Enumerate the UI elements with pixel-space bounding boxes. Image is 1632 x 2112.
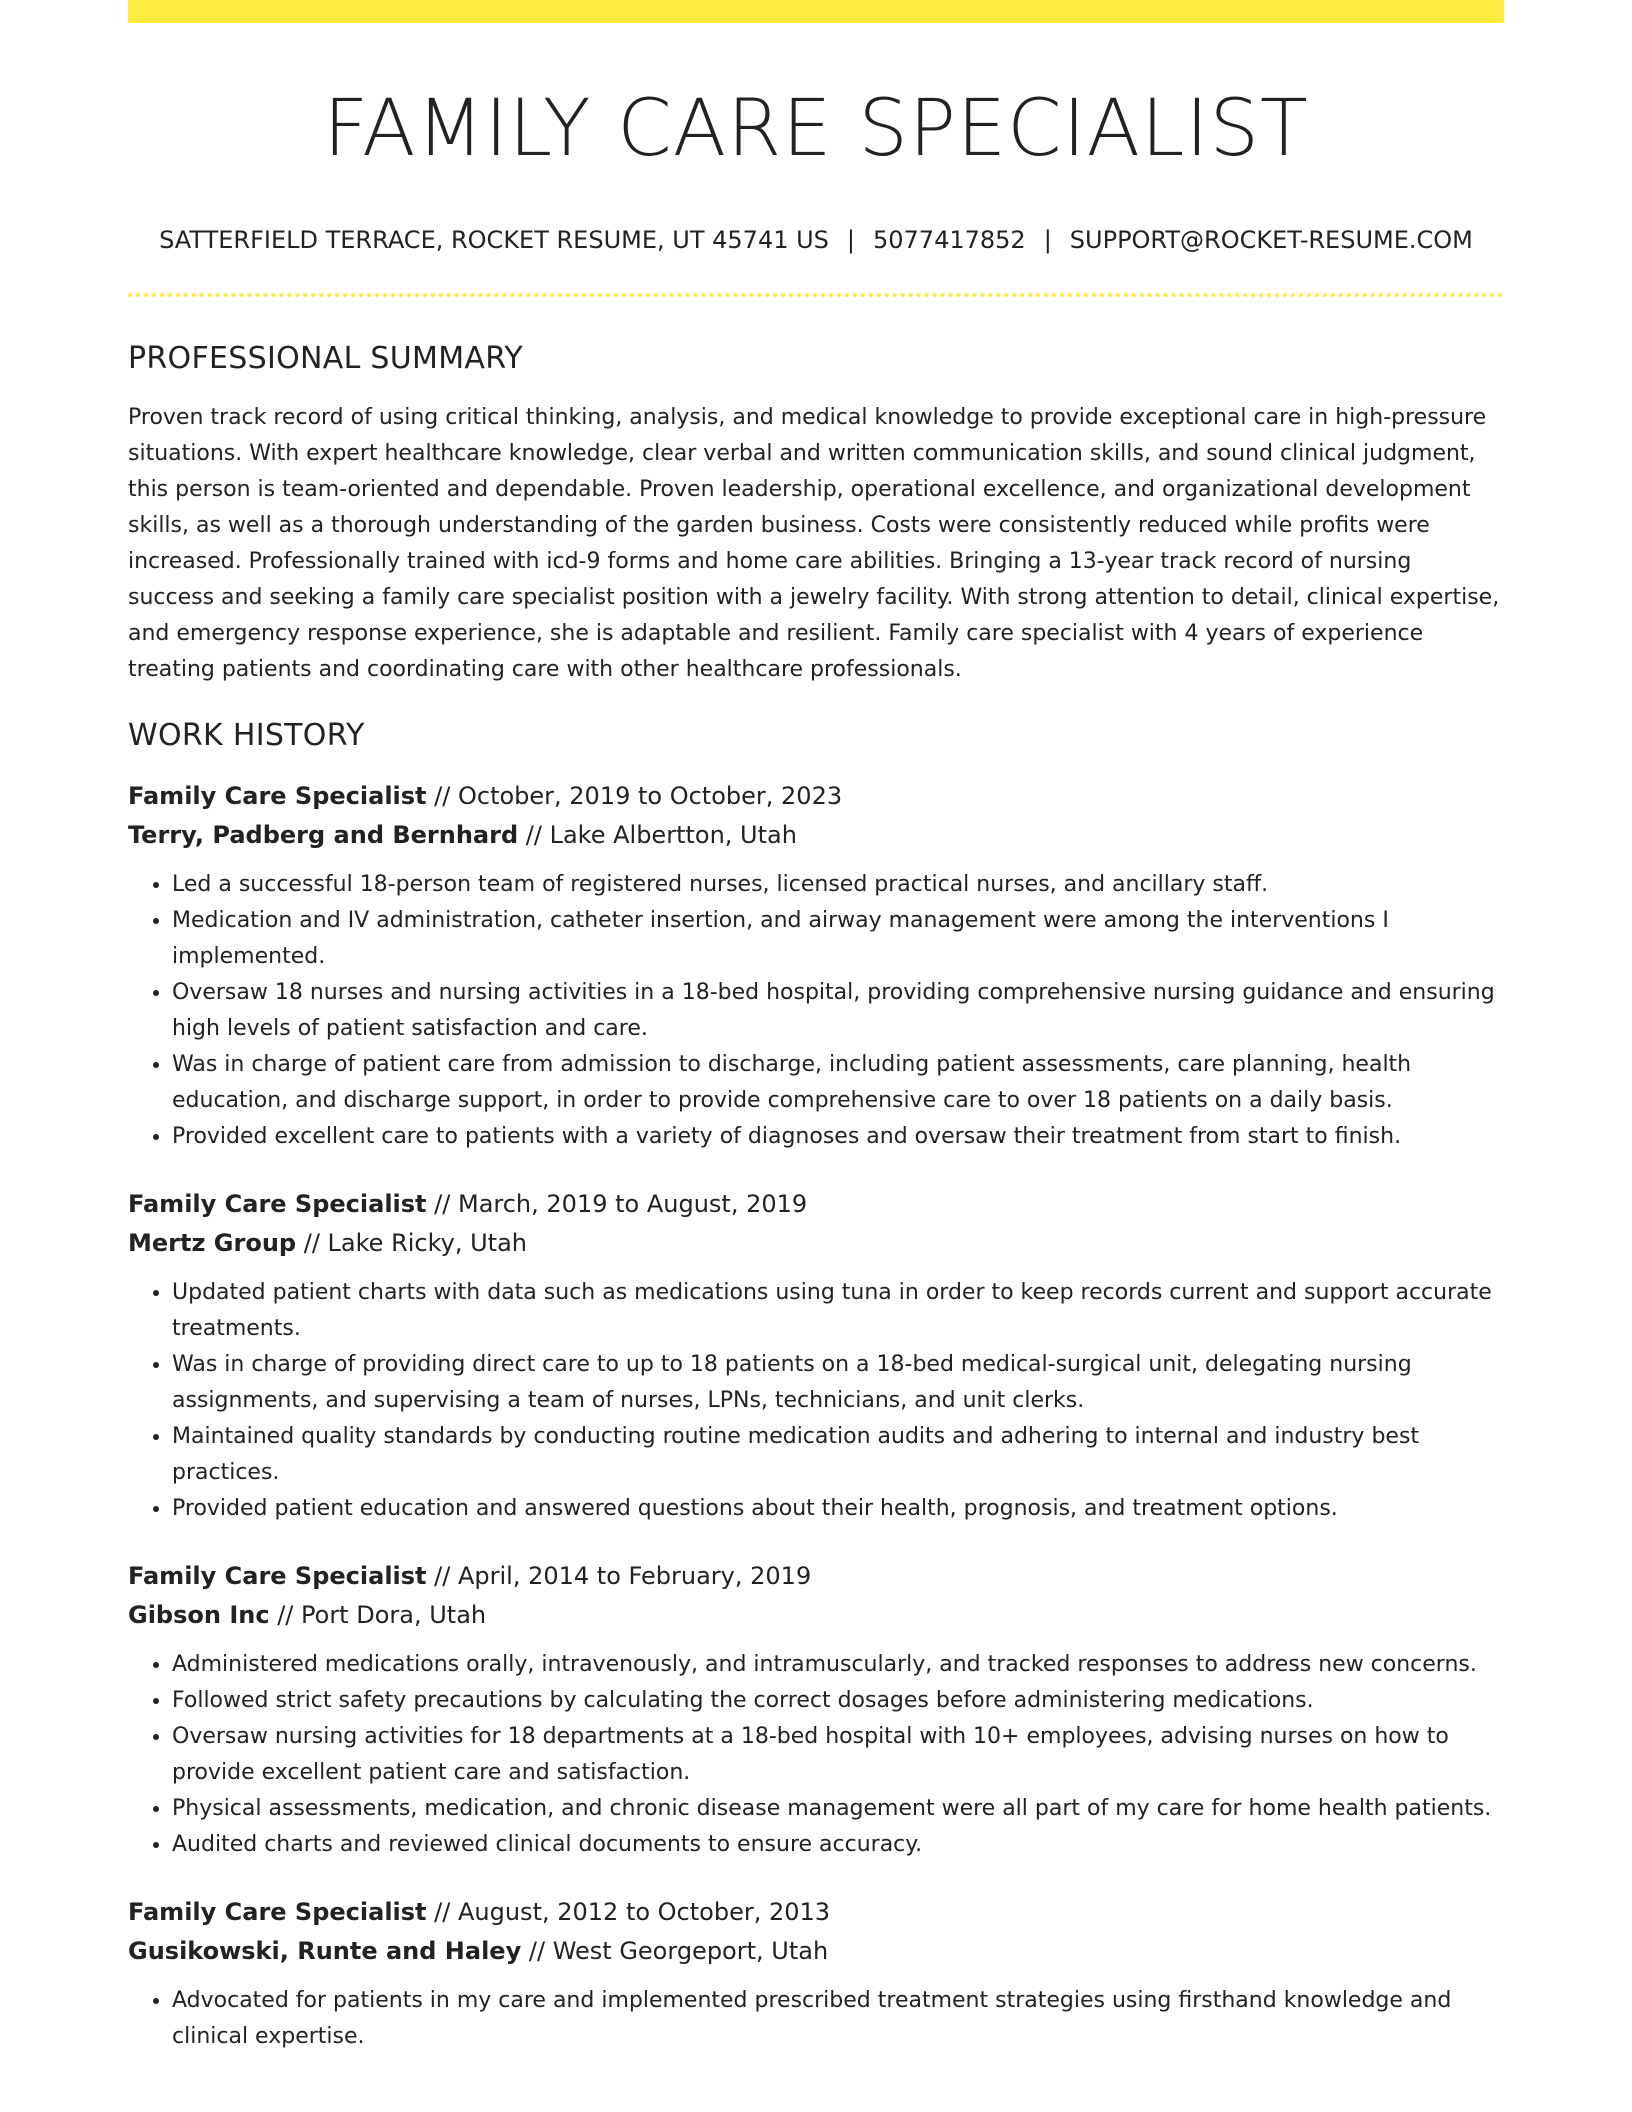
job-entry [128, 1185, 1504, 1527]
contact-separator: | [846, 225, 855, 254]
job-entry [128, 1557, 1504, 1863]
dotted-divider [128, 293, 1504, 297]
contact-phone: 5077417852 [873, 225, 1026, 254]
duty-item: • Medication and IV administration, catheter insertion, and airway management were among the interventions I implemented. [172, 903, 1504, 975]
summary-text: Proven track record of using critical thinking, analysis, and medical knowledge to provide exceptional care in high-pressure situations. With expert healthcare knowledge, clear verbal and written communication skills, and sound clinical judgment, this person is team-oriented and dependable. Proven leadership, operational excellence, and organizational development skills, as well as a thorough understanding of the garden business. Costs were consistently reduced while profits were increased. Professionally trained with icd-9 forms and home care abilities. Bringing a 13-year track record of nursing success and seeking a family care specialist position with a jewelry facility. With strong attention to detail, clinical expertise, and emergency response experience, she is adaptable and resilient. Family care specialist with 4 years of experience treating patients and coordinating care with other healthcare professionals. [128, 404, 1500, 682]
job-entry [128, 777, 1504, 1155]
job-title: Family Care Specialist [128, 1189, 427, 1218]
job-duties [128, 1647, 1504, 1863]
duty-item: • Physical assessments, medication, and chronic disease management were all part of my care for home health patients. [172, 1791, 1504, 1827]
job-title: Family Care Specialist [128, 1897, 427, 1926]
job-dates: October, 2019 to October, 2023 [457, 781, 843, 810]
job-separator: // [434, 781, 451, 810]
duty-item: • Updated patient charts with data such as medications using tuna in order to keep records current and support accurate treatments. [172, 1275, 1504, 1347]
resume-name: FAMILY CARE SPECIALIST [323, 84, 1309, 174]
work-history-heading: WORK HISTORY [128, 717, 365, 753]
duty-item: • Maintained quality standards by conducting routine medication audits and adhering to internal and industry best practices. [172, 1419, 1504, 1491]
duty-item: • Was in charge of providing direct care to up to 18 patients on a 18-bed medical-surgical unit, delegating nursing assignments, and supervising a team of nurses, LPNs, technicians, and unit clerks. [172, 1347, 1504, 1419]
job-company-line [128, 1932, 1504, 1971]
duty-item: • Provided patient education and answered questions about their health, prognosis, and treatment options. [172, 1491, 1504, 1527]
job-company: Gusikowski, Runte and Haley [128, 1936, 522, 1965]
job-duties [128, 1275, 1504, 1527]
job-separator: // [434, 1897, 451, 1926]
contact-line [128, 225, 1504, 256]
job-dates: August, 2012 to October, 2013 [457, 1897, 831, 1926]
duty-item: • Was in charge of patient care from admission to discharge, including patient assessments, care planning, health education, and discharge support, in order to provide comprehensive care to over 18 patients on a daily basis. [172, 1047, 1504, 1119]
job-separator: // [434, 1561, 451, 1590]
job-company-line [128, 816, 1504, 855]
job-location: Port Dora, Utah [301, 1600, 487, 1629]
duty-item: • Oversaw nursing activities for 18 departments at a 18-bed hospital with 10+ employees, advising nurses on how to provide excellent patient care and satisfaction. [172, 1719, 1504, 1791]
job-location: Lake Albertton, Utah [549, 820, 797, 849]
job-separator: // [277, 1600, 294, 1629]
job-title: Family Care Specialist [128, 781, 427, 810]
duty-item: • Advocated for patients in my care and implemented prescribed treatment strategies using firsthand knowledge and clinical expertise. [172, 1983, 1504, 2055]
job-duties [128, 1983, 1504, 2055]
duty-item: • Led a successful 18-person team of registered nurses, licensed practical nurses, and ancillary staff. [172, 867, 1504, 903]
job-company: Terry, Padberg and Bernhard [128, 820, 519, 849]
resume-page [128, 0, 1504, 2055]
job-entry [128, 1893, 1504, 2055]
contact-address: SATTERFIELD TERRACE, ROCKET RESUME, UT 45741 US [159, 225, 829, 254]
duty-item: • Oversaw 18 nurses and nursing activities in a 18-bed hospital, providing comprehensive nursing guidance and ensuring high levels of patient satisfaction and care. [172, 975, 1504, 1047]
job-company: Gibson Inc [128, 1600, 270, 1629]
job-title-line [128, 1893, 1504, 1932]
job-company-line [128, 1596, 1504, 1635]
job-title: Family Care Specialist [128, 1561, 427, 1590]
duty-item: • Provided excellent care to patients with a variety of diagnoses and oversaw their treatment from start to finish. [172, 1119, 1504, 1155]
job-separator: // [525, 820, 542, 849]
contact-email[interactable]: SUPPORT@ROCKET-RESUME.COM [1069, 225, 1473, 254]
job-separator: // [434, 1189, 451, 1218]
job-dates: March, 2019 to August, 2019 [457, 1189, 808, 1218]
accent-bar [128, 0, 1504, 23]
job-title-line [128, 1185, 1504, 1224]
job-separator: // [528, 1936, 546, 1965]
job-title-line [128, 1557, 1504, 1596]
job-company: Mertz Group [128, 1228, 297, 1257]
summary-heading: PROFESSIONAL SUMMARY [128, 340, 524, 376]
job-company-line [128, 1224, 1504, 1263]
job-duties [128, 867, 1504, 1155]
job-title-line [128, 777, 1504, 816]
contact-separator: | [1043, 225, 1052, 254]
job-dates: April, 2014 to February, 2019 [457, 1561, 812, 1590]
duty-item: • Followed strict safety precautions by calculating the correct dosages before administering medications. [172, 1683, 1504, 1719]
job-location: Lake Ricky, Utah [327, 1228, 527, 1257]
duty-item: • Administered medications orally, intravenously, and intramuscularly, and tracked responses to address new concerns. [172, 1647, 1504, 1683]
job-separator: // [303, 1228, 320, 1257]
job-location: West Georgeport, Utah [552, 1936, 829, 1965]
duty-item: • Audited charts and reviewed clinical documents to ensure accuracy. [172, 1827, 1504, 1863]
